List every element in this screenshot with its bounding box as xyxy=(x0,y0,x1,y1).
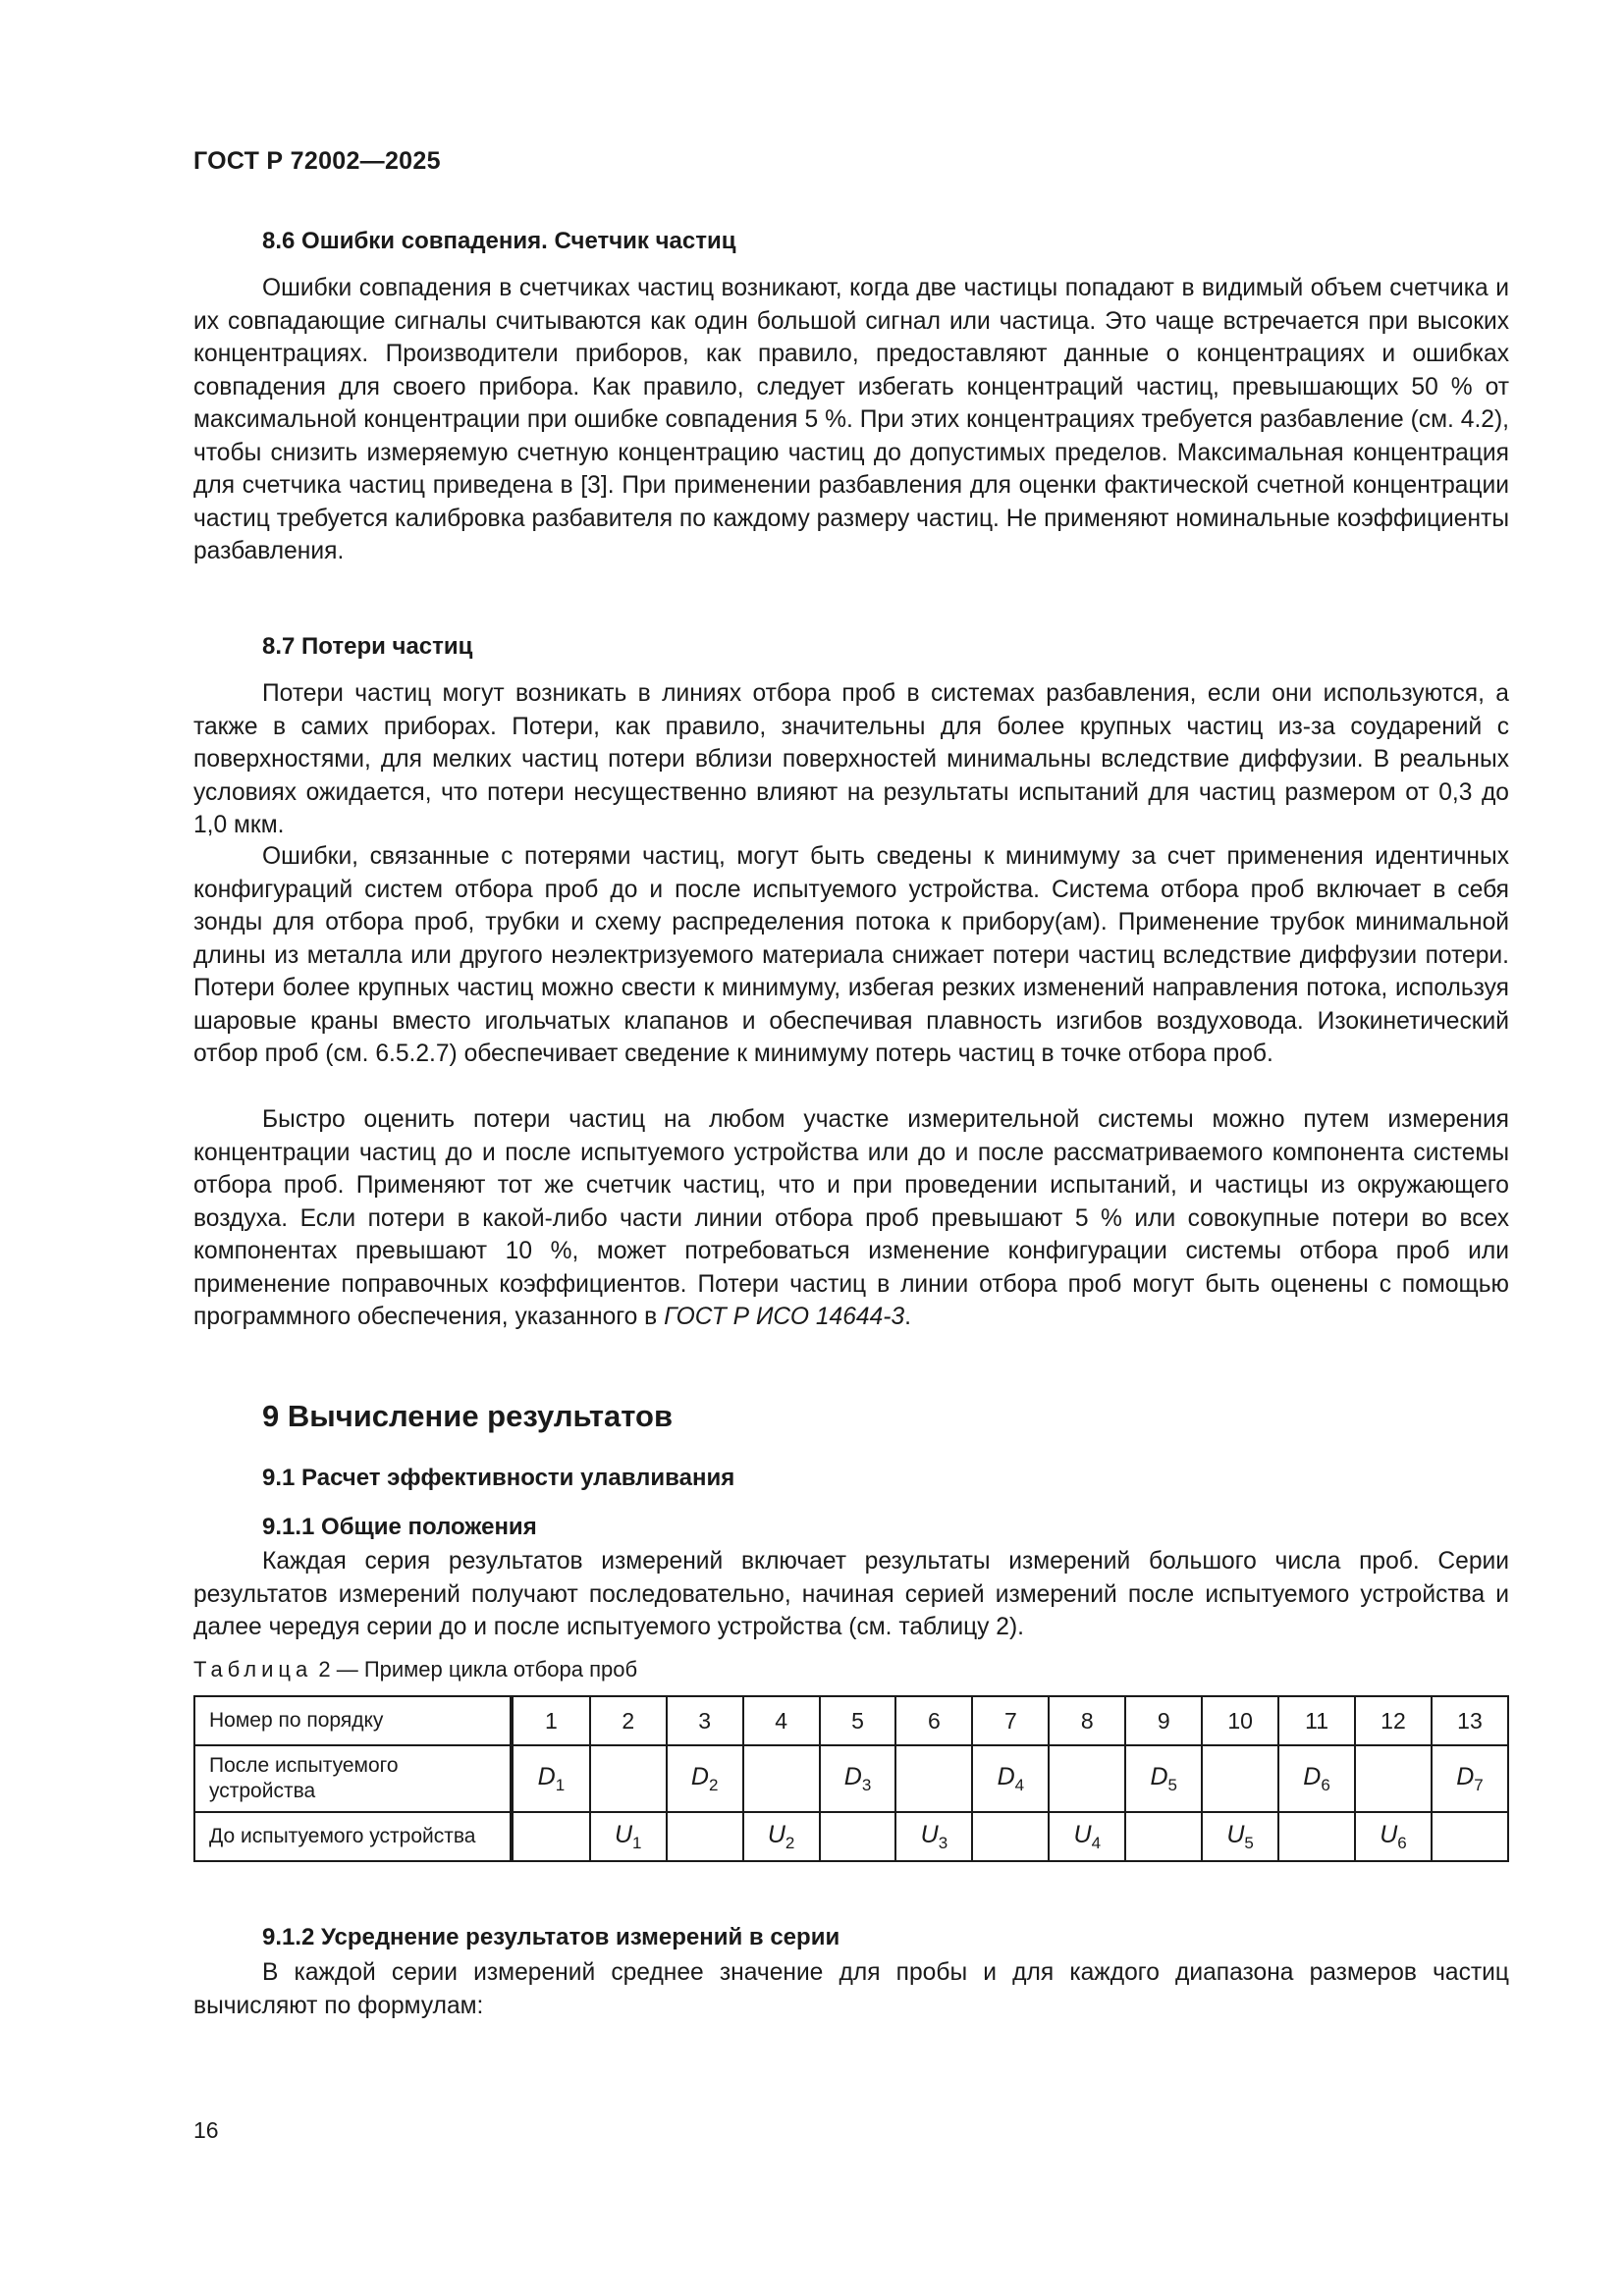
var-letter: U xyxy=(614,1820,633,1848)
standard-reference: ГОСТ Р ИСО 14644-3 xyxy=(664,1304,905,1330)
table-cell xyxy=(1125,1812,1202,1861)
table-cell: 6 xyxy=(895,1696,972,1745)
table-cell xyxy=(1202,1745,1278,1812)
table-cell: 3 xyxy=(667,1696,743,1745)
var-index: 3 xyxy=(938,1833,948,1852)
table-cell xyxy=(895,1812,972,1861)
paragraph-3-text: Быстро оценить потери частиц на любом участке измерительной системы можно путем измерения концентрации частиц до и после испытуемого устройства или до и после рассматриваемого компонента системы отбора проб. Применяют тот же счетчик частиц, что и при проведении испытаний, и частицы из окружающего воздуха. Если потери в какой-либо части линии отбора проб превышают 5 % или совокупные потери во всех компонентах превышают 10 %, может потребоваться изменение конфигурации системы отбора проб или применение поправочных коэффициентов. Потери частиц в линии отбора проб могут быть оценены с помощью программного обеспечения, указанного в xyxy=(193,1106,1509,1330)
table-cell: 7 xyxy=(972,1696,1049,1745)
var-index: 4 xyxy=(1014,1775,1025,1794)
table-cell: 8 xyxy=(1049,1696,1125,1745)
var-index: 6 xyxy=(1397,1833,1407,1852)
var-index: 6 xyxy=(1321,1775,1330,1794)
table-cell xyxy=(972,1745,1049,1812)
var-letter: D xyxy=(537,1762,556,1790)
table-caption-word: Таблица xyxy=(193,1657,313,1682)
table-row-numbers xyxy=(194,1696,1508,1745)
table-cell: 2 xyxy=(590,1696,667,1745)
section-9-1-title: 9.1 Расчет эффективности улавливания xyxy=(262,1465,735,1491)
table-cell xyxy=(1125,1745,1202,1812)
var-letter: D xyxy=(997,1762,1015,1790)
section-9-1-1-title: 9.1.1 Общие положения xyxy=(262,1514,537,1540)
table-cell: 4 xyxy=(743,1696,820,1745)
var-index: 5 xyxy=(1244,1833,1254,1852)
var-letter: D xyxy=(1303,1762,1322,1790)
var-index: 5 xyxy=(1167,1775,1177,1794)
table-cell: 12 xyxy=(1355,1696,1432,1745)
table-cell xyxy=(820,1812,896,1861)
section-8-7-paragraph-3 xyxy=(193,1103,1509,1334)
var-letter: U xyxy=(1226,1820,1245,1848)
table-caption-text: 2 — Пример цикла отбора проб xyxy=(312,1657,638,1682)
table-cell xyxy=(667,1745,743,1812)
table-cell xyxy=(972,1812,1049,1861)
var-letter: U xyxy=(1380,1820,1398,1848)
row-label-after: После испытуемого устройства xyxy=(194,1745,512,1812)
section-8-7-paragraph-1: Потери частиц могут возникать в линиях отбора проб в системах разбавления, если они используются, а также в самих приборах. Потери, как правило, значительны для более крупных частиц из-за соударений с поверхностями, для мелких частиц потери вблизи поверхностей минимальны вследствие диффузии. В реальных условиях ожидается, что потери несущественно влияют на результаты испытаний для частиц размером от 0,3 до 1,0 мкм. xyxy=(193,680,1509,838)
section-9-1-2-paragraph: В каждой серии измерений среднее значение для пробы и для каждого диапазона размеров частиц вычисляют по формулам: xyxy=(193,1959,1509,2019)
table-cell xyxy=(1049,1745,1125,1812)
table-cell: 13 xyxy=(1432,1696,1508,1745)
table-2 xyxy=(193,1695,1509,1862)
table-cell xyxy=(895,1745,972,1812)
var-index: 1 xyxy=(632,1833,642,1852)
var-index: 2 xyxy=(708,1775,719,1794)
table-cell: 1 xyxy=(512,1696,590,1745)
var-index: 7 xyxy=(1474,1775,1484,1794)
table-cell xyxy=(1355,1745,1432,1812)
table-cell xyxy=(1432,1812,1508,1861)
table-2-caption xyxy=(193,1657,637,1682)
table-row-before-device xyxy=(194,1812,1508,1861)
table-cell: 9 xyxy=(1125,1696,1202,1745)
var-index: 4 xyxy=(1091,1833,1102,1852)
table-cell xyxy=(512,1745,590,1812)
var-letter: U xyxy=(767,1820,785,1848)
table-cell xyxy=(1278,1745,1355,1812)
var-letter: U xyxy=(920,1820,939,1848)
table-cell xyxy=(667,1812,743,1861)
var-index: 3 xyxy=(861,1775,872,1794)
row-label-before: До испытуемого устройства xyxy=(194,1812,512,1861)
table-cell xyxy=(743,1745,820,1812)
table-cell xyxy=(590,1745,667,1812)
table-cell: 10 xyxy=(1202,1696,1278,1745)
section-8-6-paragraph-1: Ошибки совпадения в счетчиках частиц возникают, когда две частицы попадают в видимый объем счетчика и их совпадающие сигналы считываются как один большой сигнал или частица. Это чаще встречается при высоких концентрациях. Производители приборов, как правило, предоставляют данные о концентрациях и ошибках совпадения для своего прибора. Как правило, следует избегать концентраций частиц, превышающих 50 % от максимальной концентрации при ошибке совпадения 5 %. При этих концентрациях требуется разбавление (см. 4.2), чтобы снизить измеряемую счетную концентрацию частиц до допустимых пределов. Максимальная концентрация для счетчика частиц приведена в [3]. При применении разбавления для оценки фактической счетной концентрации частиц требуется калибровка разбавителя по каждому размеру частиц. Не применяют номинальные коэффициенты разбавления. xyxy=(193,275,1509,564)
section-9-1-1-paragraph: Каждая серия результатов измерений включает результаты измерений большого числа проб. Серии результатов измерений получают последовательно, начиная серией измерений после испытуемого устройства и далее чередуя серии до и после испытуемого устройства (см. таблицу 2). xyxy=(193,1548,1509,1640)
document-header: ГОСТ Р 72002—2025 xyxy=(193,147,441,175)
var-letter: D xyxy=(690,1762,709,1790)
section-8-7-title: 8.7 Потери частиц xyxy=(262,633,473,660)
table-cell xyxy=(743,1812,820,1861)
section-9-1-2-title: 9.1.2 Усреднение результатов измерений в серии xyxy=(262,1924,840,1950)
var-letter: U xyxy=(1073,1820,1092,1848)
section-8-7-paragraph-2: Ошибки, связанные с потерями частиц, могут быть сведены к минимуму за счет применения идентичных конфигураций систем отбора проб до и после испытуемого устройства. Система отбора проб включает в себя зонды для отбора проб, трубки и схему распределения потока к прибору(ам). Применение трубок минимальной длины из металла или другого неэлектризуемого материала снижает потери частиц вследствие диффузии потери. Потери более крупных частиц можно свести к минимуму, избегая резких изменений направления потока, используя шаровые краны вместо игольчатых клапанов и обеспечивая плавность изгибов воздуховода. Изокинетический отбор проб (см. 6.5.2.7) обеспечивает сведение к минимуму потерь частиц в точке отбора проб. xyxy=(193,843,1509,1067)
var-letter: D xyxy=(843,1762,862,1790)
var-letter: D xyxy=(1456,1762,1475,1790)
section-9-title: 9 Вычисление результатов xyxy=(262,1399,674,1433)
table-cell: 11 xyxy=(1278,1696,1355,1745)
paragraph-3-end: . xyxy=(904,1304,911,1330)
var-index: 1 xyxy=(555,1775,566,1794)
table-cell xyxy=(1355,1812,1432,1861)
table-cell xyxy=(1202,1812,1278,1861)
var-index: 2 xyxy=(785,1833,795,1852)
table-row-after-device xyxy=(194,1745,1508,1812)
table-cell xyxy=(590,1812,667,1861)
var-letter: D xyxy=(1150,1762,1168,1790)
table-cell xyxy=(1278,1812,1355,1861)
table-cell xyxy=(512,1812,590,1861)
table-cell: 5 xyxy=(820,1696,896,1745)
table-cell xyxy=(1432,1745,1508,1812)
row-label-number: Номер по порядку xyxy=(194,1696,512,1745)
page-number: 16 xyxy=(193,2117,219,2143)
table-cell xyxy=(820,1745,896,1812)
section-8-6-title: 8.6 Ошибки совпадения. Счетчик частиц xyxy=(262,228,736,254)
table-cell xyxy=(1049,1812,1125,1861)
